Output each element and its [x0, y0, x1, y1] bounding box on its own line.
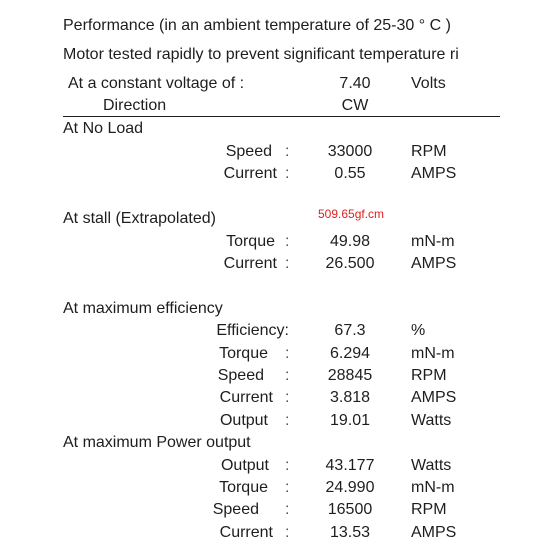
pwr-current-unit: AMPS: [411, 524, 457, 541]
section-no-load-title: At No Load: [63, 120, 144, 137]
direction-label: Direction: [103, 97, 167, 114]
pwr-output-value: 43.177: [325, 457, 375, 474]
eff-speed-value: 28845: [327, 367, 373, 384]
stall-torque-colon: :: [285, 233, 290, 250]
eff-speed-label: Speed: [217, 367, 264, 384]
eff-speed-unit: RPM: [411, 367, 447, 384]
eff-output-unit: Watts: [411, 412, 452, 429]
eff-torque-colon: :: [285, 345, 290, 362]
pwr-current-colon: :: [285, 524, 290, 541]
eff-output-label: Output: [219, 412, 268, 429]
section-max-efficiency-title: At maximum efficiency: [63, 300, 223, 317]
voltage-label: At a constant voltage of :: [68, 75, 245, 92]
pwr-output-colon: :: [285, 457, 290, 474]
eff-torque-unit: mN-m: [411, 345, 455, 362]
section-stall-title: At stall (Extrapolated): [63, 210, 216, 227]
no-load-current-value: 0.55: [334, 165, 366, 182]
voltage-unit: Volts: [411, 75, 446, 92]
stall-torque-label: Torque: [226, 233, 275, 250]
eff-efficiency-unit: %: [411, 322, 426, 339]
stall-note: 509.65gf.cm: [318, 207, 385, 221]
pwr-output-unit: Watts: [411, 457, 452, 474]
voltage-value: 7.40: [339, 75, 371, 92]
pwr-output-label: Output: [220, 457, 269, 474]
direction-value: CW: [341, 97, 369, 114]
eff-torque-label: Torque: [219, 345, 268, 362]
eff-current-unit: AMPS: [411, 389, 457, 406]
eff-output-colon: :: [285, 412, 290, 429]
section-max-power-title: At maximum Power output: [63, 434, 251, 451]
eff-speed-colon: :: [285, 367, 290, 384]
pwr-current-value: 13.53: [329, 524, 371, 541]
pwr-speed-label: Speed: [212, 501, 259, 518]
pwr-torque-unit: mN-m: [411, 479, 455, 496]
pwr-torque-value: 24.990: [325, 479, 375, 496]
eff-output-value: 19.01: [329, 412, 371, 429]
stall-torque-value: 49.98: [329, 233, 371, 250]
pwr-current-label: Current: [219, 524, 273, 541]
pwr-speed-colon: :: [285, 501, 290, 518]
stall-torque-unit: mN-m: [411, 233, 455, 250]
pwr-torque-colon: :: [285, 479, 290, 496]
pwr-torque-label: Torque: [219, 479, 268, 496]
stall-current-colon: :: [285, 255, 290, 272]
pwr-speed-unit: RPM: [411, 501, 447, 518]
stall-current-unit: AMPS: [411, 255, 457, 272]
no-load-speed-value: 33000: [327, 143, 373, 160]
page-title: Performance (in an ambient temperature of 25-30 ° C ): [63, 17, 451, 34]
page-subtitle: Motor tested rapidly to prevent significant temperature ri: [63, 46, 459, 63]
no-load-speed-colon: :: [285, 143, 290, 160]
no-load-current-unit: AMPS: [411, 165, 457, 182]
header-divider: [63, 116, 500, 117]
eff-efficiency-label: Efficiency:: [216, 322, 289, 339]
no-load-current-colon: :: [285, 165, 290, 182]
pwr-speed-value: 16500: [327, 501, 373, 518]
eff-current-label: Current: [219, 389, 273, 406]
no-load-speed-label: Speed: [225, 143, 272, 160]
no-load-speed-unit: RPM: [411, 143, 447, 160]
stall-current-value: 26.500: [325, 255, 375, 272]
eff-efficiency-value: 67.3: [334, 322, 366, 339]
eff-torque-value: 6.294: [329, 345, 371, 362]
stall-current-label: Current: [223, 255, 277, 272]
eff-current-colon: :: [285, 389, 290, 406]
eff-current-value: 3.818: [329, 389, 371, 406]
no-load-current-label: Current: [223, 165, 277, 182]
